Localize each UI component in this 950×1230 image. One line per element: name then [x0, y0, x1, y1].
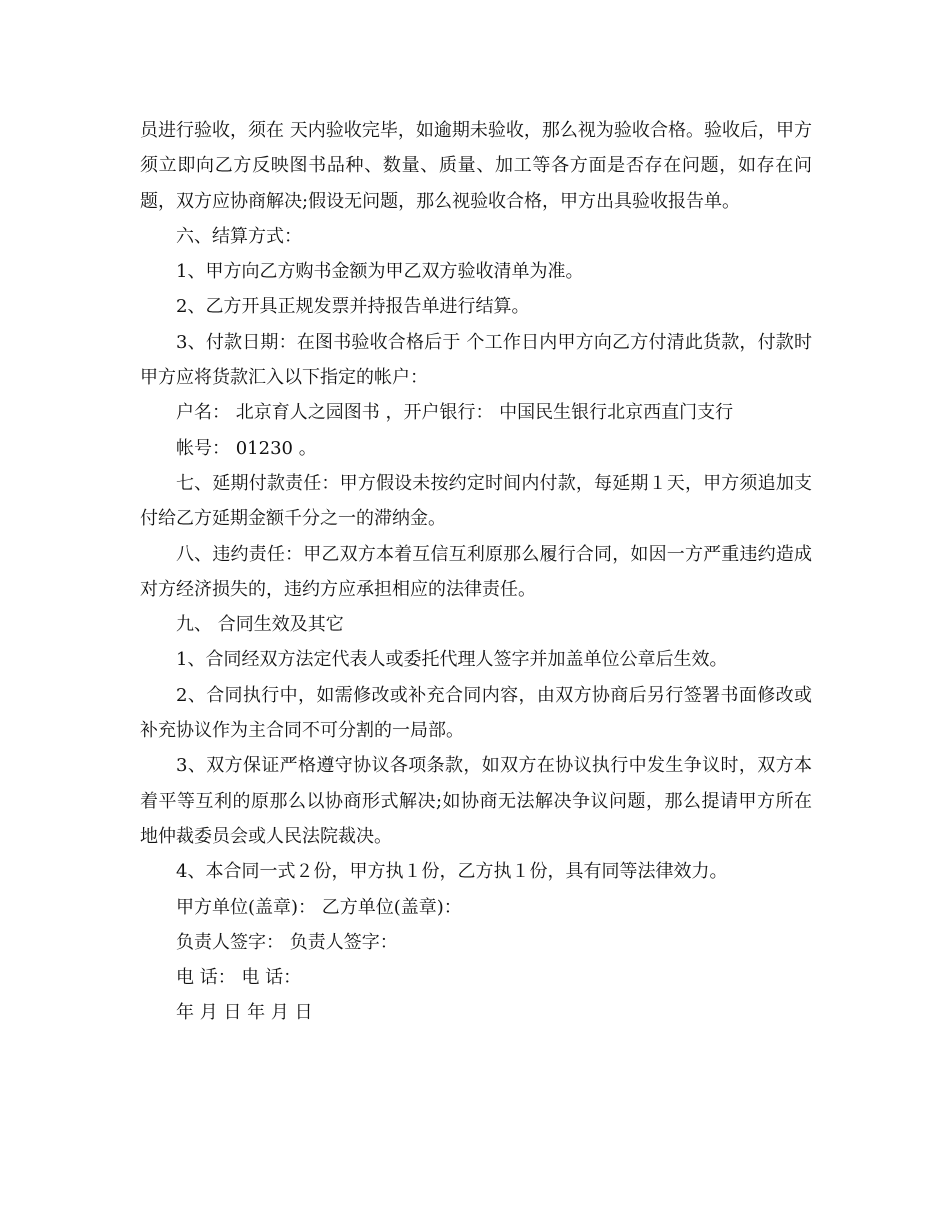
date-line: 年 月 日 年 月 日 — [176, 1002, 313, 1024]
phone-line: 电 话： 电 话： — [176, 967, 302, 989]
seal-line: 甲方单位(盖章)： 乙方单位(盖章)： — [176, 896, 462, 918]
section-7-late-payment: 七、延期付款责任：甲方假设未按约定时间内付款，每延期１天，甲方须追加支付给乙方延期金额千分之一的滞纳金。 — [140, 472, 812, 530]
acceptance-paragraph: 员进行验收，须在 天内验收完毕，如逾期未验收，那么视为验收合格。验收后，甲方须立即向乙方反映图书品种、数量、质量、加工等各方面是否存在问题，如存在问题，双方应协商解决;假设无问题，那么视验收合格，甲方出具验收报告单。 — [140, 120, 812, 212]
section-6-heading: 六、结算方式： — [176, 225, 302, 247]
settlement-item-1: 1、甲方向乙方购书金额为甲乙双方验收清单为准。 — [176, 261, 584, 283]
effect-item-4: 4、本合同一式２份，甲方执１份，乙方执１份，具有同等法律效力。 — [176, 861, 728, 883]
effect-item-2: 2、合同执行中，如需修改或补充合同内容，由双方协商后另行签署书面修改或补充协议作为主合同不可分割的一局部。 — [140, 684, 812, 742]
account-number-line: 帐号： 01230 。 — [176, 437, 317, 459]
effect-item-3: 3、双方保证严格遵守协议各项条款，如双方在协议执行中发生争议时，双方本着平等互利的原那么以协商形式解决;如协商无法解决争议问题，那么提请甲方所在地仲裁委员会或人民法院裁决。 — [140, 755, 812, 847]
settlement-item-3: 3、付款日期：在图书验收合格后于 个工作日内甲方向乙方付清此货款，付款时甲方应将货款汇入以下指定的帐户： — [140, 331, 812, 389]
settlement-item-2: 2、乙方开具正规发票并持报告单进行结算。 — [176, 296, 530, 318]
signature-line: 负责人签字： 负责人签字： — [176, 931, 398, 953]
account-name-line: 户名： 北京育人之园图书 ，开户银行： 中国民生银行北京西直门支行 — [176, 402, 734, 424]
section-9-heading: 九、 合同生效及其它 — [176, 614, 344, 636]
effect-item-1: 1、合同经双方法定代表人或委托代理人签字并加盖单位公章后生效。 — [176, 649, 728, 671]
contract-body — [140, 113, 812, 1031]
section-8-breach: 八、违约责任：甲乙双方本着互信互利原那么履行合同，如因一方严重违约造成对方经济损失的，违约方应承担相应的法律责任。 — [140, 543, 812, 600]
